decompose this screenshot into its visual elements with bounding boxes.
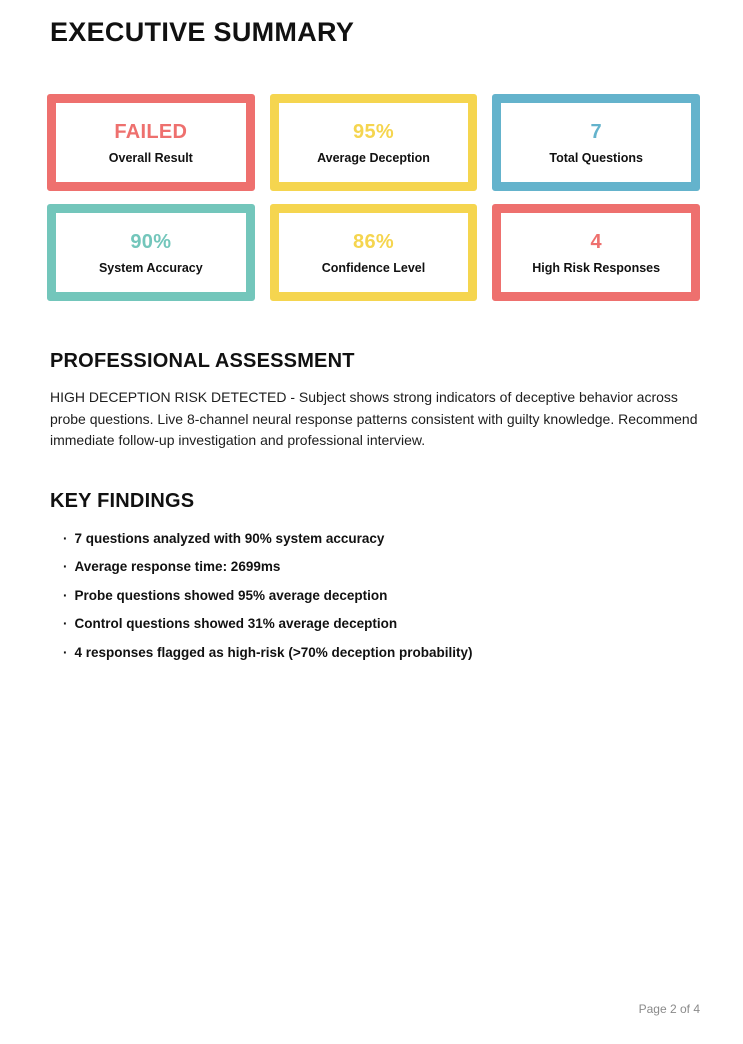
stat-value: 95% — [353, 120, 394, 143]
findings-list — [47, 525, 700, 668]
finding-item: · Probe questions showed 95% average deception — [63, 582, 700, 611]
page-title: EXECUTIVE SUMMARY — [50, 17, 355, 47]
stat-value: 86% — [353, 230, 394, 253]
stat-card-average-deception — [270, 94, 478, 191]
findings-heading: KEY FINDINGS — [50, 489, 195, 512]
stat-value: 7 — [590, 120, 602, 143]
stat-label: Confidence Level — [321, 260, 426, 275]
stat-value: FAILED — [114, 120, 188, 143]
assessment-heading: PROFESSIONAL ASSESSMENT — [50, 350, 355, 372]
stat-card-confidence-level — [270, 204, 478, 301]
stat-label: System Accuracy — [98, 260, 203, 275]
stat-card-high-risk-responses — [492, 204, 700, 301]
stat-label: High Risk Responses — [532, 260, 661, 275]
finding-item: · Control questions showed 31% average deception — [63, 610, 700, 639]
stat-cards-grid — [47, 94, 700, 301]
finding-item: · Average response time: 2699ms — [63, 553, 700, 582]
stat-label: Overall Result — [108, 150, 193, 165]
finding-item: · 4 responses flagged as high-risk (>70% deception probability) — [63, 639, 700, 668]
stat-card-total-questions — [492, 94, 700, 191]
stat-label: Average Deception — [317, 150, 430, 165]
stat-label: Total Questions — [549, 150, 643, 165]
assessment-body: HIGH DECEPTION RISK DETECTED - Subject shows strong indicators of deceptive behavior across probe questions. Live 8-channel neural response patterns consistent with guilty knowledge. Recommend immediate follow-up investigation and professional interview. — [50, 389, 698, 448]
page-number: Page 2 of 4 — [638, 1002, 700, 1016]
stat-value: 90% — [130, 230, 172, 253]
stat-card-overall-result — [47, 94, 255, 191]
stat-value: 4 — [590, 230, 602, 253]
finding-item: · 7 questions analyzed with 90% system accuracy — [63, 525, 700, 554]
stat-card-system-accuracy — [47, 204, 255, 301]
